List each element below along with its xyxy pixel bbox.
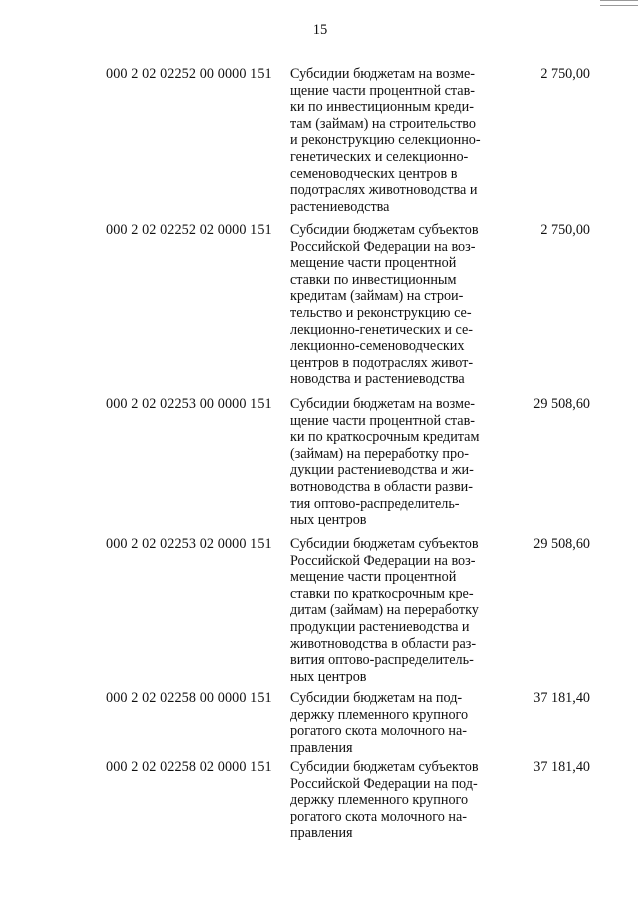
description-line: рогатого скота молочного на- — [290, 808, 467, 825]
budget-code: 000 2 02 02258 02 0000 151 — [106, 759, 272, 775]
row-amount: 29 508,60 — [533, 396, 590, 412]
description-line: лекционно-генетических и се- — [290, 321, 474, 338]
scan-corner-mark — [600, 0, 638, 6]
description-line: Субсидии бюджетам субъектов — [290, 222, 479, 238]
description-line: тия оптово-распределитель- — [290, 495, 460, 512]
row-amount: 2 750,00 — [540, 66, 590, 82]
description-line: Российской Федерации на под- — [290, 775, 478, 792]
description-line: вития оптово-распределитель- — [290, 652, 474, 669]
description-line: продукции растениеводства и — [290, 618, 470, 635]
description-line: правления — [290, 825, 353, 842]
description-line: семеноводческих центров в — [290, 165, 458, 182]
description-line: Субсидии бюджетам на под- — [290, 690, 463, 706]
description-line: там (займам) на строительство — [290, 115, 476, 132]
row-description — [290, 759, 500, 842]
description-line: подотраслях животноводства и — [290, 182, 478, 199]
description-line: ставки по инвестиционным — [290, 271, 457, 288]
description-line: новодства и растениеводства — [290, 371, 465, 388]
description-line: мещение части процентной — [290, 255, 457, 272]
description-line: Российской Федерации на воз- — [290, 552, 476, 569]
row-amount: 37 181,40 — [533, 759, 590, 775]
row-description — [290, 690, 500, 756]
budget-code: 000 2 02 02253 00 0000 151 — [106, 396, 272, 412]
description-line: Субсидии бюджетам на возме- — [290, 66, 476, 82]
description-line: щение части процентной став- — [290, 412, 475, 429]
description-line: кредитам (займам) на строи- — [290, 288, 464, 305]
description-line: тельство и реконструкцию се- — [290, 304, 472, 321]
description-line: держку племенного крупного — [290, 792, 469, 809]
description-line: держку племенного крупного — [290, 706, 469, 723]
budget-code: 000 2 02 02258 00 0000 151 — [106, 690, 272, 706]
budget-code: 000 2 02 02252 00 0000 151 — [106, 66, 272, 82]
description-line: вотноводства в области разви- — [290, 478, 473, 495]
description-line: Субсидии бюджетам субъектов — [290, 759, 479, 775]
budget-code: 000 2 02 02253 02 0000 151 — [106, 536, 272, 552]
description-line: Субсидии бюджетам субъектов — [290, 536, 479, 552]
description-line: Субсидии бюджетам на возме- — [290, 396, 476, 412]
description-line: ставки по краткосрочным кре- — [290, 585, 474, 602]
description-line: лекционно-семеноводческих — [290, 338, 465, 355]
description-line: генетических и селекционно- — [290, 148, 469, 165]
description-line: ки по инвестиционным креди- — [290, 99, 474, 116]
description-line: мещение части процентной — [290, 569, 457, 586]
description-line: щение части процентной став- — [290, 82, 475, 99]
row-description — [290, 222, 500, 388]
row-description — [290, 66, 500, 215]
description-line: правления — [290, 739, 353, 756]
description-line: (займам) на переработку про- — [290, 445, 469, 462]
description-line: дукции растениеводства и жи- — [290, 462, 474, 479]
description-line: ных центров — [290, 512, 367, 529]
row-amount: 29 508,60 — [533, 536, 590, 552]
description-line: растениеводства — [290, 198, 390, 215]
row-amount: 37 181,40 — [533, 690, 590, 706]
description-line: центров в подотраслях живот- — [290, 354, 474, 371]
row-description — [290, 396, 500, 529]
description-line: и реконструкцию селекционно- — [290, 132, 481, 149]
row-amount: 2 750,00 — [540, 222, 590, 238]
description-line: животноводства в области раз- — [290, 635, 477, 652]
row-description — [290, 536, 500, 685]
budget-code: 000 2 02 02252 02 0000 151 — [106, 222, 272, 238]
description-line: рогатого скота молочного на- — [290, 723, 467, 740]
description-line: дитам (займам) на переработку — [290, 602, 479, 619]
description-line: Российской Федерации на воз- — [290, 238, 476, 255]
page-number: 15 — [312, 22, 328, 38]
description-line: ных центров — [290, 668, 367, 685]
description-line: ки по краткосрочным кредитам — [290, 429, 480, 446]
